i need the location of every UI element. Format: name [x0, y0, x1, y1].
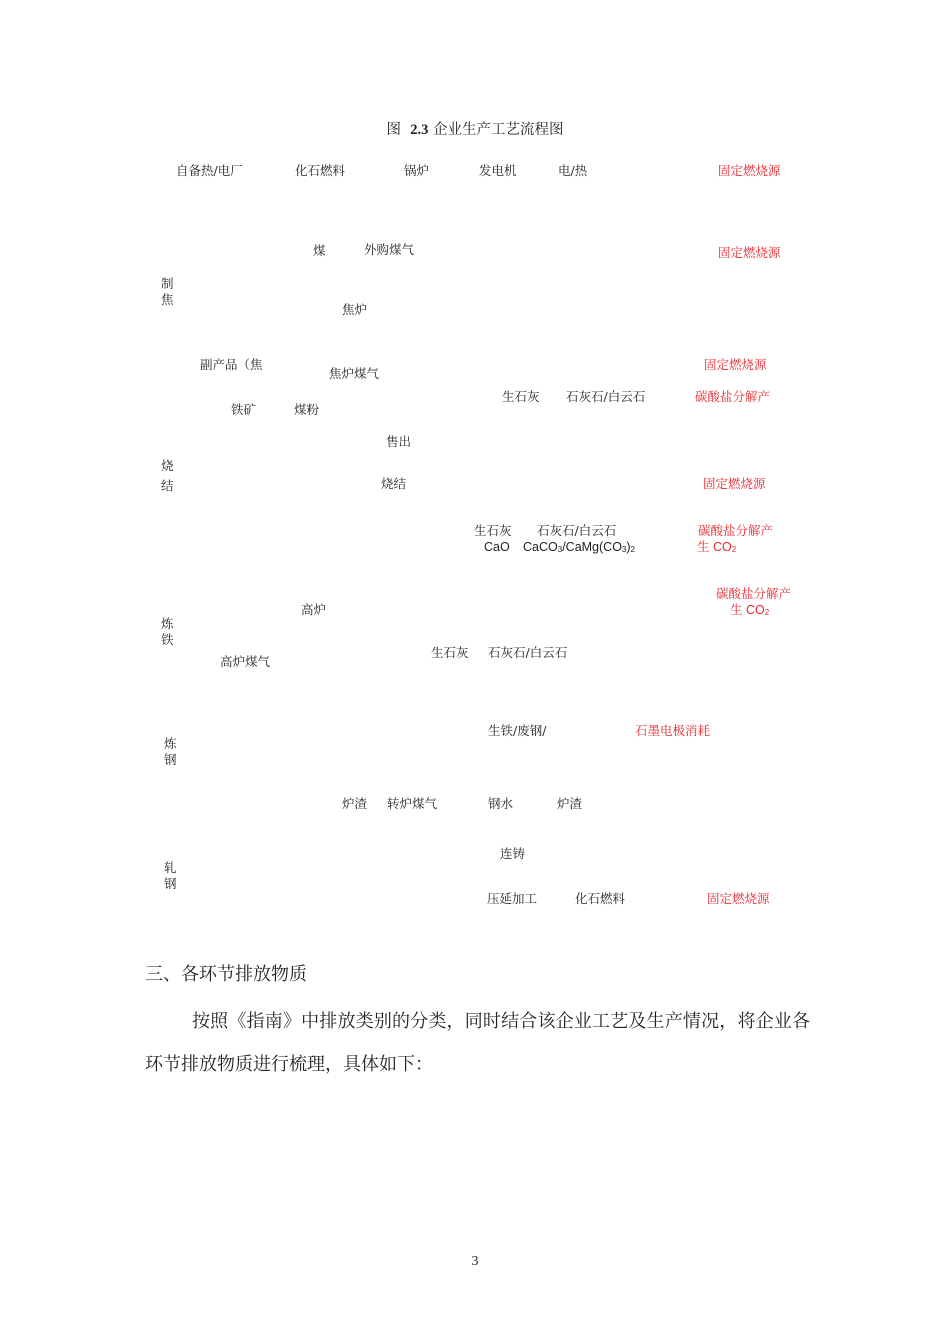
label-stationary-source: 固定燃烧源: [703, 476, 766, 491]
caption-title: 企业生产工艺流程图: [432, 122, 564, 138]
label-stationary-source: 固定燃烧源: [718, 245, 781, 260]
label-pig-iron-scrap: 生铁/废钢/: [488, 723, 547, 738]
label-carbonate-decomposition: 碳酸盐分解产: [695, 389, 771, 404]
section-paragraph: 按照《指南》中排放类别的分类，同时结合该企业工艺及生产情况，将企业各环节排放物质进行梳理，具体如下：: [145, 1011, 810, 1075]
label-quicklime: 生石灰: [431, 645, 469, 660]
label-blast-furnace: 高炉: [301, 602, 327, 617]
stage-sintering: 烧结: [161, 458, 174, 493]
figure-caption: [0, 118, 950, 139]
label-bf-gas: 高炉煤气: [220, 654, 271, 669]
label-quicklime: 生石灰: [474, 523, 512, 538]
label-cao: CaO: [484, 540, 510, 554]
label-coal: 煤: [313, 243, 326, 258]
label-coke-oven-gas: 焦炉煤气: [329, 366, 380, 381]
label-carbonate-decomposition: 碳酸盐分解产: [698, 523, 774, 538]
page-number: 3: [471, 1254, 479, 1269]
caption-prefix: 图: [386, 122, 402, 138]
label-continuous-casting: 连铸: [500, 846, 526, 861]
stage-steelmaking: 炼钢: [164, 736, 177, 767]
label-carbonate-formula: $CaCO_3/CaMg(CO_3)_2$: [523, 540, 635, 554]
label-fossil-fuel: 化石燃料: [575, 891, 626, 906]
label-byproduct: 副产品（焦: [200, 357, 263, 372]
stage-rolling: 轧钢: [164, 860, 177, 891]
caption-number: 2.3: [410, 122, 429, 138]
label-molten-steel: 钢水: [488, 796, 514, 811]
label-coal-powder: 煤粉: [294, 402, 320, 417]
label-quicklime: 生石灰: [502, 389, 540, 404]
label-slag: 炉渣: [342, 796, 368, 811]
label-converter-gas: 转炉煤气: [387, 796, 438, 811]
label-carbonate-decomposition: 碳酸盐分解产: [716, 586, 792, 601]
label-limestone: 石灰石/白云石: [537, 523, 617, 538]
label-slag: 炉渣: [557, 796, 583, 811]
label-sinter: 烧结: [381, 476, 407, 491]
label-fossil-fuel: 化石燃料: [295, 163, 346, 178]
label-sold: 售出: [386, 434, 412, 449]
label-limestone: 石灰石/白云石: [566, 389, 646, 404]
label-power-plant: 自备热/电厂: [176, 163, 243, 178]
stage-coking: 制焦: [161, 276, 174, 307]
label-rolling-process: 压延加工: [487, 891, 538, 906]
stage-ironmaking: 炼铁: [161, 616, 174, 647]
label-boiler: 锅炉: [404, 163, 430, 178]
label-coke-oven: 焦炉: [342, 302, 368, 317]
label-limestone: 石灰石/白云石: [488, 645, 568, 660]
label-graphite-electrode: 石墨电极消耗: [635, 723, 711, 738]
label-iron-ore: 铁矿: [231, 402, 257, 417]
label-purchased-gas: 外购煤气: [364, 242, 415, 257]
label-power-heat: 电/热: [558, 163, 588, 178]
label-co2-generation: 生 $CO_2$: [697, 540, 737, 554]
label-stationary-source: 固定燃烧源: [718, 163, 781, 178]
label-co2-generation: 生 $CO_2$: [730, 603, 770, 617]
label-stationary-source: 固定燃烧源: [707, 891, 770, 906]
label-generator: 发电机: [479, 163, 517, 178]
section-heading: 三、各环节排放物质: [145, 964, 307, 985]
label-stationary-source: 固定燃烧源: [704, 357, 767, 372]
